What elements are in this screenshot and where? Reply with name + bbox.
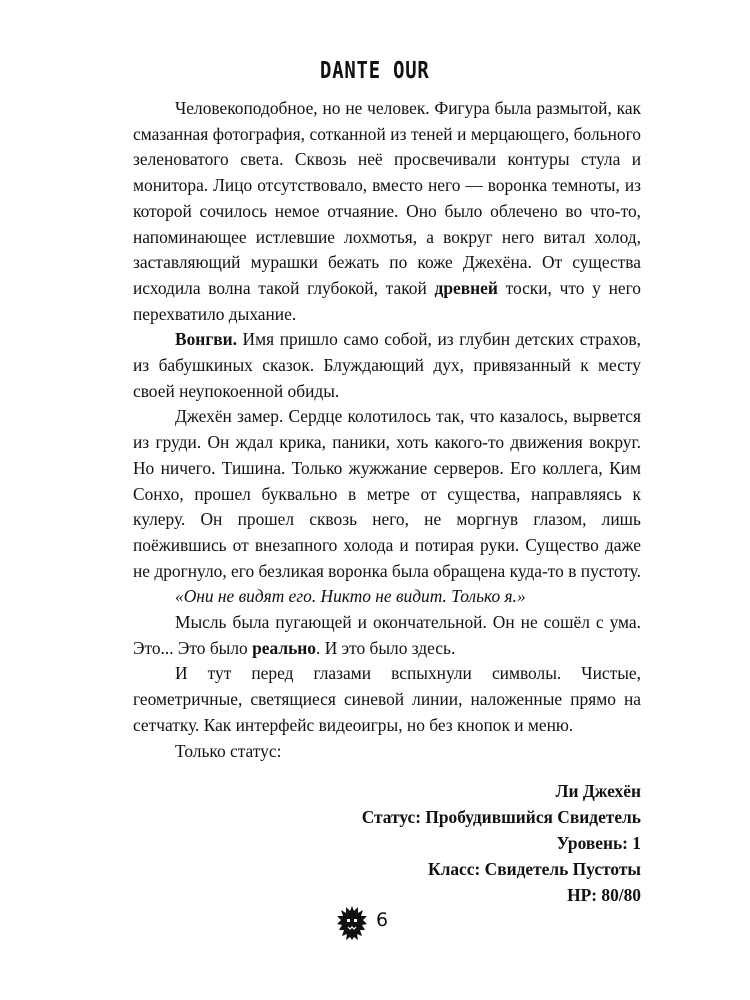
paragraph — [133, 404, 641, 584]
body-text — [133, 96, 641, 764]
demon-silhouette-icon — [336, 905, 368, 941]
book-title: DANTE OUR — [320, 58, 430, 84]
status-window — [133, 778, 641, 908]
bold-word: Вонгви. — [175, 329, 237, 350]
bold-word: реально — [252, 637, 317, 658]
paragraph — [133, 739, 641, 765]
text-run: Мысль была пугающей и окончательной. Он не сошёл с ума. Это... Это было — [133, 612, 641, 658]
text-run: Джехён замер. Сердце колотилось так, что казалось, вырвется из груди. Он ждал крика, паники, хоть какого-то движения вокруг. Но ничего. Тишина. Только жужжание серверов. Его коллега, Ким Сонхо, прошел буквально в метре от существа, направляясь к кулеру. Он прошел сквозь него, не моргнув глазом, лишь поёжившись от внезапного холода и потирая руки. Существо даже не дрогнуло, его безликая воронка была обращена куда-то в пустоту. — [133, 406, 641, 581]
status-name: Ли Джехён — [555, 781, 641, 801]
status-line: Статус: Пробудившийся Свидетель — [361, 807, 641, 827]
text-run: Только статус: — [175, 740, 282, 761]
status-hp: HP: 80/80 — [567, 885, 641, 905]
status-level: Уровень: 1 — [556, 833, 641, 853]
page-header — [0, 58, 750, 84]
bold-word: древней — [434, 277, 498, 298]
page-footer — [0, 905, 750, 945]
page-number: 6 — [376, 909, 389, 931]
paragraph-italic-thought — [133, 584, 641, 610]
paragraph — [133, 327, 641, 404]
text-run: . И это было здесь. — [316, 637, 456, 658]
text-run: Человекоподобное, но не человек. Фигура была размытой, как смазанная фотография, сотканной из теней и мерцающего, больного зеленоватого света. Сквозь неё просвечивали контуры стула и монитора. Лицо отсутствовало, вместо него — воронка темноты, из которой сочилось немое отчаяние. Оно было облечено во что-то, напоминающее истлевшие лохмотья, а вокруг него витал холод, заставляющий мурашки бежать по коже Джехёна. От существа исходила волна такой глубокой, такой — [133, 98, 641, 298]
italic-thought: «Они не видят его. Никто не видит. Только я.» — [175, 586, 526, 607]
text-run: И тут перед глазами вспыхнули символы. Чистые, геометричные, светящиеся синевой линии, наложенные прямо на сетчатку. Как интерфейс видеоигры, но без кнопок и меню. — [133, 663, 641, 735]
paragraph — [133, 96, 641, 327]
text-run: тоски, что у него перехватило дыхание. — [133, 277, 642, 324]
text-run: Имя пришло само собой, из глубин детских страхов, из бабушкиных сказок. Блуждающий дух, привязанный к месту своей неупокоенной обиды. — [133, 329, 641, 401]
paragraph — [133, 610, 641, 661]
status-class: Класс: Свидетель Пустоты — [428, 859, 641, 879]
paragraph — [133, 661, 641, 738]
